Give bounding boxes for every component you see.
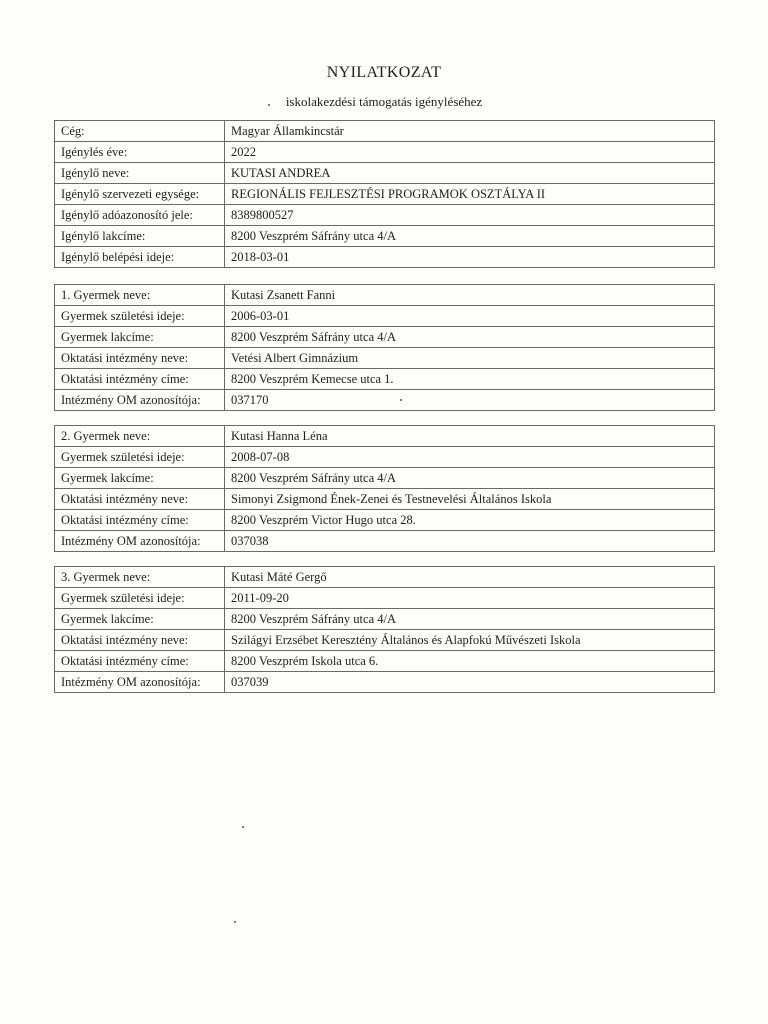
form-row <box>55 121 715 142</box>
scan-speck <box>234 921 236 923</box>
field-label: Oktatási intézmény neve: <box>55 630 225 651</box>
field-value: 8200 Veszprém Sáfrány utca 4/A <box>225 468 715 489</box>
field-label: Cég: <box>55 121 225 142</box>
form-row <box>55 609 715 630</box>
form-row <box>55 306 715 327</box>
form-row <box>55 247 715 268</box>
field-label: Gyermek lakcíme: <box>55 327 225 348</box>
field-value: Vetési Albert Gimnázium <box>225 348 715 369</box>
field-value: 2008-07-08 <box>225 447 715 468</box>
field-label: Igénylés éve: <box>55 142 225 163</box>
form-row <box>55 142 715 163</box>
field-label: Oktatási intézmény neve: <box>55 489 225 510</box>
form-row <box>55 163 715 184</box>
scan-speck <box>268 104 270 106</box>
field-label: Oktatási intézmény címe: <box>55 369 225 390</box>
field-value: 8200 Veszprém Victor Hugo utca 28. <box>225 510 715 531</box>
form-row <box>55 510 715 531</box>
field-label: Intézmény OM azonosítója: <box>55 531 225 552</box>
form-row <box>55 390 715 411</box>
applicant-table <box>54 120 715 268</box>
field-label: Gyermek születési ideje: <box>55 306 225 327</box>
field-value: 2022 <box>225 142 715 163</box>
field-label: Intézmény OM azonosítója: <box>55 390 225 411</box>
form-row <box>55 468 715 489</box>
field-value: 8200 Veszprém Sáfrány utca 4/A <box>225 226 715 247</box>
field-value: 2011-09-20 <box>225 588 715 609</box>
field-label: Igénylő neve: <box>55 163 225 184</box>
scan-speck <box>242 826 244 828</box>
field-value: 2018-03-01 <box>225 247 715 268</box>
form-row <box>55 567 715 588</box>
form-row <box>55 205 715 226</box>
field-label: Igénylő belépési ideje: <box>55 247 225 268</box>
field-label: 2. Gyermek neve: <box>55 426 225 447</box>
form-row <box>55 285 715 306</box>
form-row <box>55 226 715 247</box>
form-row <box>55 426 715 447</box>
field-label: 3. Gyermek neve: <box>55 567 225 588</box>
form-row <box>55 447 715 468</box>
form-row <box>55 651 715 672</box>
field-value: 037038 <box>225 531 715 552</box>
form-row <box>55 630 715 651</box>
field-value: Magyar Államkincstár <box>225 121 715 142</box>
field-label: Oktatási intézmény címe: <box>55 651 225 672</box>
field-value: 8200 Veszprém Iskola utca 6. <box>225 651 715 672</box>
form-row <box>55 588 715 609</box>
child-1-table <box>54 284 715 411</box>
field-value: Szilágyi Erzsébet Keresztény Általános és Alapfokú Művészeti Iskola <box>225 630 715 651</box>
field-label: Oktatási intézmény címe: <box>55 510 225 531</box>
document-title: NYILATKOZAT <box>326 64 442 81</box>
field-label: Igénylő lakcíme: <box>55 226 225 247</box>
field-value: 2006-03-01 <box>225 306 715 327</box>
field-value: Kutasi Máté Gergő <box>225 567 715 588</box>
field-value: 8389800527 <box>225 205 715 226</box>
form-row <box>55 348 715 369</box>
field-value: 8200 Veszprém Kemecse utca 1. <box>225 369 715 390</box>
form-row <box>55 672 715 693</box>
field-label: Gyermek lakcíme: <box>55 609 225 630</box>
field-label: Gyermek lakcíme: <box>55 468 225 489</box>
field-value: Kutasi Hanna Léna <box>225 426 715 447</box>
field-value: KUTASI ANDREA <box>225 163 715 184</box>
field-label: 1. Gyermek neve: <box>55 285 225 306</box>
document-subtitle: iskolakezdési támogatás igényléséhez <box>285 94 483 109</box>
field-value: 8200 Veszprém Sáfrány utca 4/A <box>225 609 715 630</box>
field-label: Igénylő adóazonosító jele: <box>55 205 225 226</box>
child-2-table <box>54 425 715 552</box>
field-value: Simonyi Zsigmond Ének-Zenei és Testnevelési Általános Iskola <box>225 489 715 510</box>
field-value: REGIONÁLIS FEJLESZTÉSI PROGRAMOK OSZTÁLYA II <box>225 184 715 205</box>
form-row <box>55 327 715 348</box>
field-label: Gyermek születési ideje: <box>55 588 225 609</box>
form-row <box>55 184 715 205</box>
field-label: Intézmény OM azonosítója: <box>55 672 225 693</box>
form-row <box>55 369 715 390</box>
field-value: Kutasi Zsanett Fanni <box>225 285 715 306</box>
field-label: Oktatási intézmény neve: <box>55 348 225 369</box>
scan-speck <box>400 399 402 401</box>
field-label: Gyermek születési ideje: <box>55 447 225 468</box>
field-label: Igénylő szervezeti egysége: <box>55 184 225 205</box>
field-value: 037170 <box>225 390 715 411</box>
form-row <box>55 489 715 510</box>
field-value: 8200 Veszprém Sáfrány utca 4/A <box>225 327 715 348</box>
child-3-table <box>54 566 715 693</box>
form-row <box>55 531 715 552</box>
field-value: 037039 <box>225 672 715 693</box>
